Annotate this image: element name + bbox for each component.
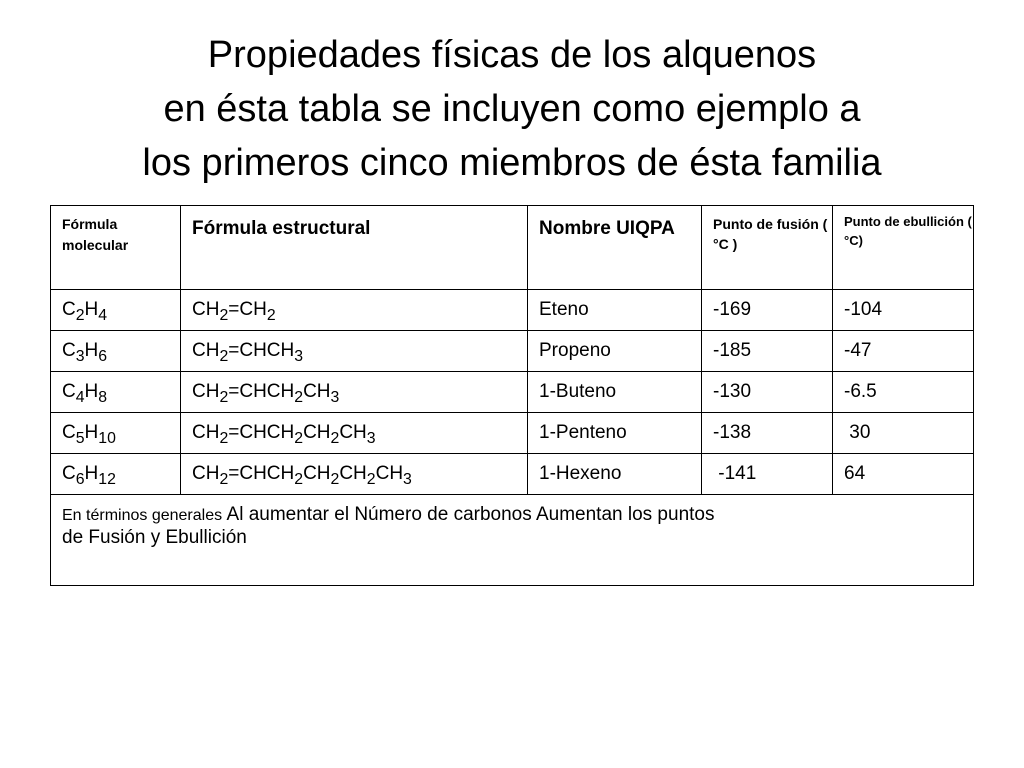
cell-fusion: -169	[702, 290, 833, 331]
cell-estructural: $CH_2=CHCH_2CH_2CH_2CH_3$	[181, 454, 528, 495]
table-row	[51, 372, 974, 413]
table-row	[51, 290, 974, 331]
cell-molecular: $C_5H_{10}$	[51, 413, 181, 454]
cell-estructural: $CH_2=CH_2$	[181, 290, 528, 331]
title-line-2: en ésta tabla se incluyen como ejemplo a	[163, 88, 861, 130]
footer-row	[51, 495, 974, 586]
cell-ebullicion: -104	[833, 290, 974, 331]
cell-ebullicion: -6.5	[833, 372, 974, 413]
cell-nombre: 1-Penteno	[528, 413, 702, 454]
footer-note-main: Al aumentar el Número de carbonos Aumentan los puntos	[226, 504, 715, 525]
cell-fusion: -138	[702, 413, 833, 454]
cell-estructural: $CH_2=CHCH_2CH_2CH_3$	[181, 413, 528, 454]
cell-nombre: 1-Hexeno	[528, 454, 702, 495]
header-row	[51, 206, 974, 290]
header-formula-molecular: Fórmula molecular	[51, 206, 181, 290]
footer-note	[51, 495, 974, 586]
slide-title	[0, 28, 1024, 190]
table-row	[51, 331, 974, 372]
title-line-1: Propiedades físicas de los alquenos	[207, 34, 817, 76]
cell-fusion: -185	[702, 331, 833, 372]
cell-nombre: Eteno	[528, 290, 702, 331]
cell-ebullicion: -47	[833, 331, 974, 372]
cell-nombre: 1-Buteno	[528, 372, 702, 413]
alkenes-properties-table	[50, 205, 974, 586]
cell-estructural: $CH_2=CHCH_2CH_3$	[181, 372, 528, 413]
cell-molecular: $C_3H_6$	[51, 331, 181, 372]
table-row	[51, 413, 974, 454]
footer-note-end: de Fusión y Ebullición	[62, 527, 247, 548]
table-row	[51, 454, 974, 495]
cell-ebullicion: 30	[833, 413, 974, 454]
cell-fusion: -130	[702, 372, 833, 413]
header-nombre-uiqpa: Nombre UIQPA	[528, 206, 702, 290]
header-punto-fusion: Punto de fusión ( °C )	[702, 206, 833, 290]
cell-molecular: $C_4H_8$	[51, 372, 181, 413]
cell-fusion: -141	[702, 454, 833, 495]
cell-estructural: $CH_2=CHCH_3$	[181, 331, 528, 372]
cell-ebullicion: 64	[833, 454, 974, 495]
header-punto-ebullicion: Punto de ebullición ( °C)	[833, 206, 974, 290]
header-formula-estructural: Fórmula estructural	[181, 206, 528, 290]
cell-molecular: $C_6H_{12}$	[51, 454, 181, 495]
cell-molecular: $C_2H_4$	[51, 290, 181, 331]
title-line-3: los primeros cinco miembros de ésta familia	[142, 142, 882, 184]
footer-note-lead: En términos generales	[62, 507, 227, 524]
cell-nombre: Propeno	[528, 331, 702, 372]
